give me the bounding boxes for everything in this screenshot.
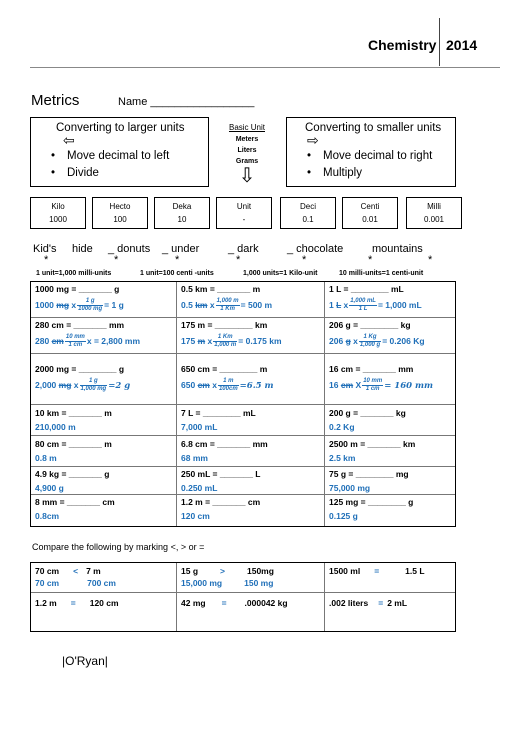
unit-name: Milli xyxy=(427,202,441,211)
problem-question: 175 m = ________ km xyxy=(181,320,268,330)
unit-value: 1000 xyxy=(49,215,67,224)
problem-answer: 175 m x $\frac{1 Km}{1,000 m}$ = 0.175 km xyxy=(181,334,282,348)
basic-unit xyxy=(222,123,272,185)
unit-box-unit xyxy=(216,197,272,229)
col-divider xyxy=(324,563,325,631)
unit-value: 0.01 xyxy=(362,215,378,224)
larger-step-2: • Divide xyxy=(51,165,169,182)
problem-cell[interactable] xyxy=(329,320,453,349)
problem-question: 250 mL = _______ L xyxy=(181,469,261,479)
larger-units-box xyxy=(30,117,209,187)
problem-question: 1 L = ________ mL xyxy=(329,284,404,294)
star-icon: * xyxy=(44,254,49,266)
unit-value: 0.1 xyxy=(302,215,314,224)
star-icon: * xyxy=(368,254,373,266)
problem-answer: 7,000 mL xyxy=(181,422,218,432)
problem-cell[interactable] xyxy=(35,364,175,393)
mnemonic-word: hide xyxy=(72,243,93,255)
signature: |O'Ryan| xyxy=(62,654,108,668)
conversion-rule: 1 unit=100 centi -units xyxy=(140,270,214,277)
problem-cell[interactable] xyxy=(35,469,175,493)
compare-question: 15 g > 150mg xyxy=(181,566,274,576)
problem-question: 7 L = ________ mL xyxy=(181,408,256,418)
problem-answer: 0.5 km x $\frac{1,000 m}{1 Km}$ = 500 m xyxy=(181,298,273,312)
star-icon: * xyxy=(175,254,180,266)
row-divider xyxy=(31,404,455,405)
problem-cell[interactable] xyxy=(181,408,323,432)
problem-question: 650 cm = ________ m xyxy=(181,364,268,374)
problem-cell[interactable] xyxy=(329,439,453,463)
problem-answer: 650 cm x $\frac{1 m}{100cm}$ =6.5 m xyxy=(181,378,274,392)
problem-answer: 68 mm xyxy=(181,453,208,463)
problem-question: 75 g = ________ mg xyxy=(329,469,409,479)
problem-question: 8 mm = _______ cm xyxy=(35,497,115,507)
mnemonic-word: mountains xyxy=(372,243,423,255)
problem-question: 2500 m = _______ km xyxy=(329,439,416,449)
row-divider xyxy=(31,435,455,436)
problem-cell[interactable] xyxy=(35,439,175,463)
unit-name: Kilo xyxy=(51,202,65,211)
problem-answer: 120 cm xyxy=(181,511,210,521)
unit-box-kilo xyxy=(30,197,86,229)
arrow-left-icon: ⇦ xyxy=(63,132,75,148)
compare-table xyxy=(30,562,456,632)
row-divider xyxy=(31,353,455,354)
problem-answer: 1 L x $\frac{1,000 mL}{1 L}$ = 1,000 mL xyxy=(329,298,422,312)
problem-cell[interactable] xyxy=(181,497,323,521)
problem-answer: 0.8cm xyxy=(35,511,60,521)
unit-box-deci xyxy=(280,197,336,229)
mnemonic-word: _ chocolate xyxy=(287,243,344,255)
smaller-step-1: • Move decimal to right xyxy=(307,148,432,165)
problem-question: 200 g = _______ kg xyxy=(329,408,406,418)
problem-answer: 16 cm X $\frac{10 mm}{1 cm}$ = 160 mm xyxy=(329,378,433,392)
problem-answer: 210,000 m xyxy=(35,422,76,432)
basic-unit-liters: Liters xyxy=(237,147,257,154)
problem-answer: 0.2 Kg xyxy=(329,422,355,432)
compare-title: Compare the following by marking <, > or = xyxy=(32,542,205,552)
problem-question: 10 km = _______ m xyxy=(35,408,112,418)
compare-question: 42 mg = .000042 kg xyxy=(181,598,288,608)
compare-cell[interactable] xyxy=(181,598,323,608)
problem-cell[interactable] xyxy=(181,364,323,393)
conversion-rule: 1,000 units=1 Kilo-unit xyxy=(243,270,318,277)
problem-answer: 75,000 mg xyxy=(329,483,371,493)
arrow-right-icon: ⇨ xyxy=(307,132,319,148)
problem-question: 80 cm = _______ m xyxy=(35,439,112,449)
problem-answer: 0.8 m xyxy=(35,453,57,463)
row-divider xyxy=(31,494,455,495)
row-divider xyxy=(31,466,455,467)
page-title: Metrics xyxy=(31,92,80,109)
problem-question: 1000 mg = _______ g xyxy=(35,284,120,294)
unit-name: Unit xyxy=(236,202,252,211)
compare-cell[interactable] xyxy=(329,598,453,608)
problem-cell[interactable] xyxy=(35,284,175,313)
larger-units-title: Converting to larger units xyxy=(56,122,185,134)
unit-name: Centi xyxy=(360,202,380,211)
problem-answer: 2,000 mg x $\frac{1 g}{1,000 mg}$ =2 g xyxy=(35,378,131,392)
compare-question: .002 liters = 2 mL xyxy=(329,598,408,608)
problem-cell[interactable] xyxy=(181,469,323,493)
problem-answer: 280 cm $\frac{10 mm}{1 cm}$ x = 2,800 mm xyxy=(35,334,141,348)
smaller-units-title: Converting to smaller units xyxy=(305,122,442,134)
unit-name: Hecto xyxy=(109,202,131,211)
row-divider xyxy=(31,592,455,593)
compare-answer: 70 cm 700 cm xyxy=(35,578,116,588)
conversion-rule: 1 unit=1,000 milli-units xyxy=(36,270,112,277)
mnemonic-word: Kid's xyxy=(33,243,57,255)
mnemonic-word: _ under xyxy=(162,243,200,255)
unit-name: Deka xyxy=(172,202,192,211)
smaller-units-box xyxy=(286,117,456,187)
arrow-down-icon: ⇩ xyxy=(238,165,256,187)
compare-cell[interactable] xyxy=(35,598,175,608)
row-divider xyxy=(31,317,455,318)
unit-box-milli xyxy=(406,197,462,229)
col-divider xyxy=(176,563,177,631)
basic-unit-grams: Grams xyxy=(235,158,259,165)
mnemonic-word: _ donuts xyxy=(108,243,151,255)
unit-box-deka xyxy=(154,197,210,229)
problem-cell[interactable] xyxy=(329,284,453,313)
star-icon: * xyxy=(114,254,119,266)
problem-cell[interactable] xyxy=(35,497,175,521)
problem-cell[interactable] xyxy=(181,320,323,349)
problem-answer: 0.125 g xyxy=(329,511,358,521)
problem-answer: 0.250 mL xyxy=(181,483,218,493)
problem-question: 280 cm = _______ mm xyxy=(35,320,125,330)
mnemonic-word: _ dark xyxy=(228,243,259,255)
unit-box-centi xyxy=(342,197,398,229)
compare-answer: 15,000 mg 150 mg xyxy=(181,578,274,588)
problems-table xyxy=(30,281,456,527)
unit-name: Deci xyxy=(299,202,316,211)
basic-unit-title: Basic Unit xyxy=(228,123,265,132)
larger-units-steps xyxy=(51,148,169,182)
problem-answer: 1000 mg x $\frac{1 g}{1000 mg}$ = 1 g xyxy=(35,298,124,312)
problem-question: 2000 mg = ________ g xyxy=(35,364,125,374)
problem-answer: 206 g x $\frac{1 Kg}{1,000 g}$ = 0.206 Kg xyxy=(329,334,425,348)
name-field[interactable]: Name _________________ xyxy=(118,96,255,108)
subject-title: Chemistry xyxy=(368,37,437,53)
problem-cell[interactable] xyxy=(329,469,453,493)
year: 2014 xyxy=(446,37,478,53)
compare-question: 1.2 m = 120 cm xyxy=(35,598,119,608)
problem-cell[interactable] xyxy=(329,408,453,432)
problem-cell[interactable] xyxy=(35,320,175,349)
problem-cell[interactable] xyxy=(181,439,323,463)
star-icon: * xyxy=(302,254,307,266)
unit-value: 100 xyxy=(113,215,127,224)
problem-question: 206 g = ________ kg xyxy=(329,320,411,330)
compare-cell[interactable] xyxy=(35,566,175,588)
unit-value: 0.001 xyxy=(423,215,445,224)
basic-unit-meters: Meters xyxy=(235,136,259,143)
header-rule xyxy=(30,67,500,68)
problem-question: 6.8 cm = _______ mm xyxy=(181,439,268,449)
conversion-rule: 10 milli-units=1 centi-unit xyxy=(339,270,424,277)
problem-question: 0.5 km = _______ m xyxy=(181,284,261,294)
problem-answer: 4,900 g xyxy=(35,483,64,493)
problem-question: 16 cm = _______ mm xyxy=(329,364,414,374)
problem-question: 1.2 m = _______ cm xyxy=(181,497,261,507)
problem-question: 125 mg = ________ g xyxy=(329,497,414,507)
header-divider xyxy=(439,18,440,66)
compare-question: 70 cm < 7 m xyxy=(35,566,101,576)
problem-cell[interactable] xyxy=(181,284,323,313)
larger-step-1: • Move decimal to left xyxy=(51,148,169,165)
unit-value: 10 xyxy=(177,215,187,224)
star-icon: * xyxy=(236,254,241,266)
unit-value: - xyxy=(242,215,246,224)
problem-cell[interactable] xyxy=(35,408,175,432)
star-icon: * xyxy=(428,254,433,266)
problem-cell[interactable] xyxy=(329,364,453,393)
problem-cell[interactable] xyxy=(329,497,453,521)
unit-box-hecto xyxy=(92,197,148,229)
smaller-step-2: • Multiply xyxy=(307,165,432,182)
problem-answer: 2.5 km xyxy=(329,453,356,463)
smaller-units-steps xyxy=(307,148,432,182)
compare-question: 1500 ml = 1.5 L xyxy=(329,566,425,576)
problem-question: 4.9 kg = _______ g xyxy=(35,469,110,479)
compare-cell[interactable] xyxy=(329,566,453,576)
compare-cell[interactable] xyxy=(181,566,323,588)
